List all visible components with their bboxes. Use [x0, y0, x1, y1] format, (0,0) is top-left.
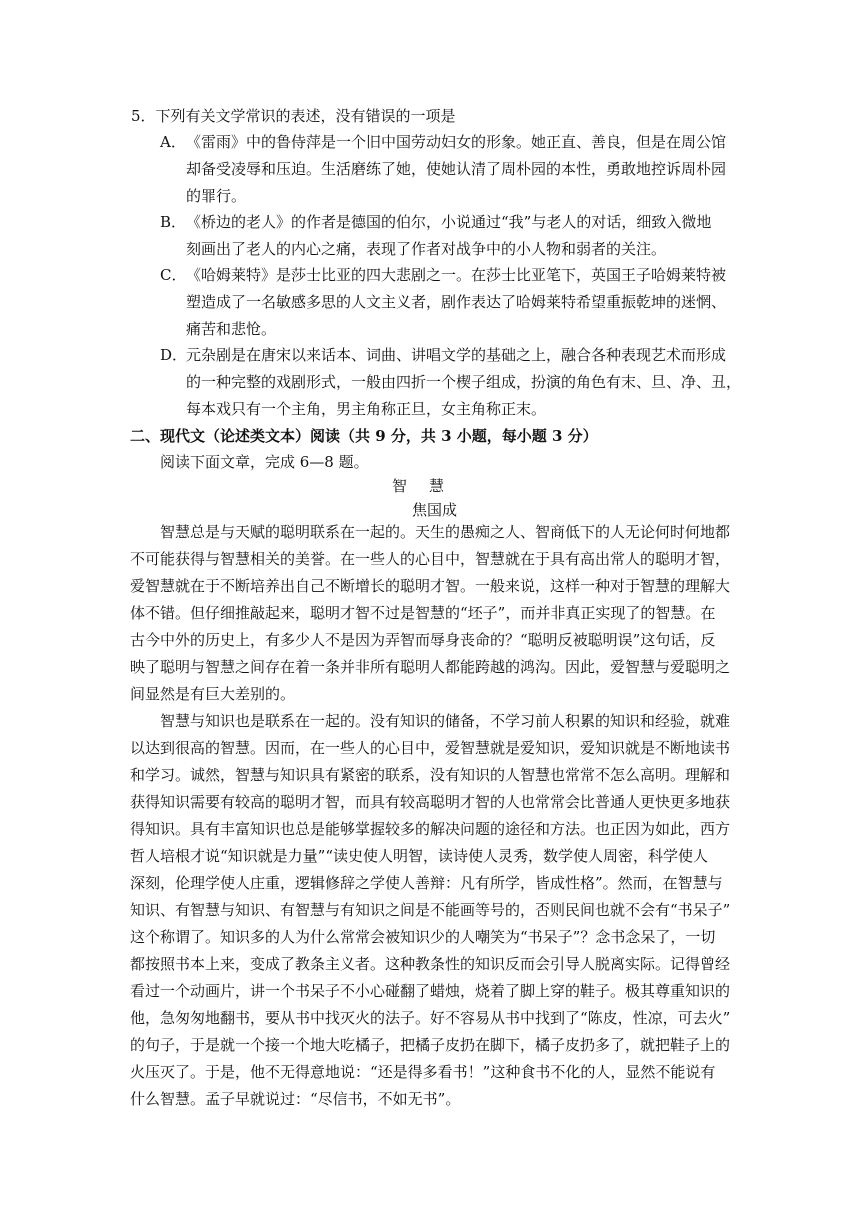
- option-d-line-3: 每本戏只有一个主角，男主角称正旦，女主角称正末。: [186, 400, 547, 418]
- article-title: 智慧: [392, 477, 467, 495]
- article-author: 焦国成: [412, 501, 458, 519]
- para-1-line-6: 映了聪明与智慧之间存在着一条并非所有聪明人都能跨越的鸿沟。因此，爱智慧与爱聪明之: [130, 658, 731, 676]
- para-2-line-6: 哲人培根才说“知识就是力量”“读史使人明智，读诗使人灵秀，数学使人周密，科学使人: [130, 847, 709, 865]
- option-d-line-2: 的一种完整的戏剧形式，一般由四折一个楔子组成，扮演的角色有末、旦、净、丑，: [186, 373, 742, 391]
- para-1-line-4: 体不错。但仔细推敲起来，聪明才智不过是智慧的“坯子”，而并非真正实现了的智慧。在: [130, 604, 716, 622]
- para-2-line-1: 智慧与知识也是联系在一起的。没有知识的储备，不学习前人积累的知识和经验，就难: [160, 712, 731, 730]
- option-a-line-3: 的罪行。: [186, 187, 247, 205]
- option-a-line-1: 《雷雨》中的鲁侍萍是一个旧中国劳动妇女的形象。她正直、善良，但是在周公馆: [186, 133, 727, 151]
- para-2-line-13: 的句子，于是就一个接一个地大吃橘子，把橘子皮扔在脚下，橘子皮扔多了，就把鞋子上的: [130, 1036, 731, 1054]
- option-d-label: D．: [160, 346, 188, 364]
- para-2-line-10: 都按照书本上来，变成了教条主义者。这种教条性的知识反而会引导人脱离实际。记得曾经: [130, 955, 731, 973]
- para-1-line-7: 间显然是有巨大差别的。: [130, 685, 296, 703]
- para-2-line-3: 和学习。诚然，智慧与知识具有紧密的联系，没有知识的人智慧也常常不怎么高明。理解和: [130, 766, 731, 784]
- para-1-line-1: 智慧总是与天赋的聪明联系在一起的。天生的愚痴之人、智商低下的人无论何时何地都: [160, 523, 731, 541]
- option-c-line-3: 痛苦和悲怆。: [186, 320, 277, 338]
- para-2-line-5: 得知识。具有丰富知识也总是能够掌握较多的解决问题的途径和方法。也正因为如此，西方: [130, 820, 731, 838]
- question-5-stem: 5．下列有关文学常识的表述，没有错误的一项是: [131, 107, 456, 125]
- option-a-label: A．: [160, 133, 186, 151]
- para-2-line-7: 深刻，伦理学使人庄重，逻辑修辞之学使人善辩：凡有所学，皆成性格”。然而，在智慧与: [130, 874, 723, 892]
- option-d-line-1: 元杂剧是在唐宋以来话本、词曲、讲唱文学的基础之上，融合各种表现艺术而形成: [186, 346, 727, 364]
- para-1-line-2: 不可能获得与智慧相关的美誉。在一些人的心目中，智慧就在于具有高出常人的聪明才智，: [130, 550, 731, 568]
- option-b-line-2: 刻画出了老人的内心之痛，表现了作者对战争中的小人物和弱者的关注。: [186, 240, 667, 258]
- para-2-line-14: 火压灭了。于是，他不无得意地说：“还是得多看书！”这种食书不化的人，显然不能说有: [130, 1063, 716, 1081]
- option-b-line-1: 《桥边的老人》的作者是德国的伯尔，小说通过“我”与老人的对话，细致入微地: [186, 213, 712, 231]
- para-2-line-15: 什么智慧。孟子早就说过：“尽信书，不如无书”。: [130, 1090, 461, 1108]
- section-2-heading: 二、现代文（论述类文本）阅读（共 9 分，共 3 小题，每小题 3 分）: [130, 427, 598, 445]
- para-2-line-2: 以达到很高的智慧。因而，在一些人的心目中，爱智慧就是爱知识，爱知识就是不断地读书: [130, 739, 731, 757]
- option-c-label: C．: [160, 266, 187, 284]
- option-b-label: B．: [160, 213, 187, 231]
- para-1-line-5: 古今中外的历史上，有多少人不是因为弄智而辱身丧命的？“聪明反被聪明误”这句话，反: [130, 631, 716, 649]
- para-2-line-8: 知识、有智慧与知识、有智慧与有知识之间是不能画等号的，否则民间也就不会有“书呆子”: [130, 901, 731, 919]
- option-a-line-2: 却备受凌辱和压迫。生活磨练了她，使她认清了周朴园的本性，勇敢地控诉周朴园: [186, 160, 727, 178]
- option-c-line-2: 塑造成了一名敏感多思的人文主义者，剧作表达了哈姆莱特希望重振乾坤的迷惘、: [186, 293, 727, 311]
- para-2-line-9: 这个称谓了。知识多的人为什么常常会被知识少的人嘲笑为“书呆子”？念书念呆了，一切: [130, 928, 716, 946]
- para-2-line-12: 他，急匆匆地翻书，要从书中找灭火的法子。好不容易从书中找到了“陈皮，性凉，可去火”: [130, 1009, 731, 1027]
- para-2-line-4: 获得知识需要有较高的聪明才智，而具有较高聪明才智的人也常常会比普通人更快更多地获: [130, 793, 731, 811]
- option-c-line-1: 《哈姆莱特》是莎士比亚的四大悲剧之一。在莎士比亚笔下，英国王子哈姆莱特被: [186, 266, 727, 284]
- section-2-instruction: 阅读下面文章，完成 6—8 题。: [160, 453, 369, 471]
- para-1-line-3: 爱智慧就在于不断培养出自己不断增长的聪明才智。一般来说，这样一种对于智慧的理解大: [130, 577, 731, 595]
- para-2-line-11: 看过一个动画片，讲一个书呆子不小心碰翻了蜡烛，烧着了脚上穿的鞋子。极其尊重知识的: [130, 982, 731, 1000]
